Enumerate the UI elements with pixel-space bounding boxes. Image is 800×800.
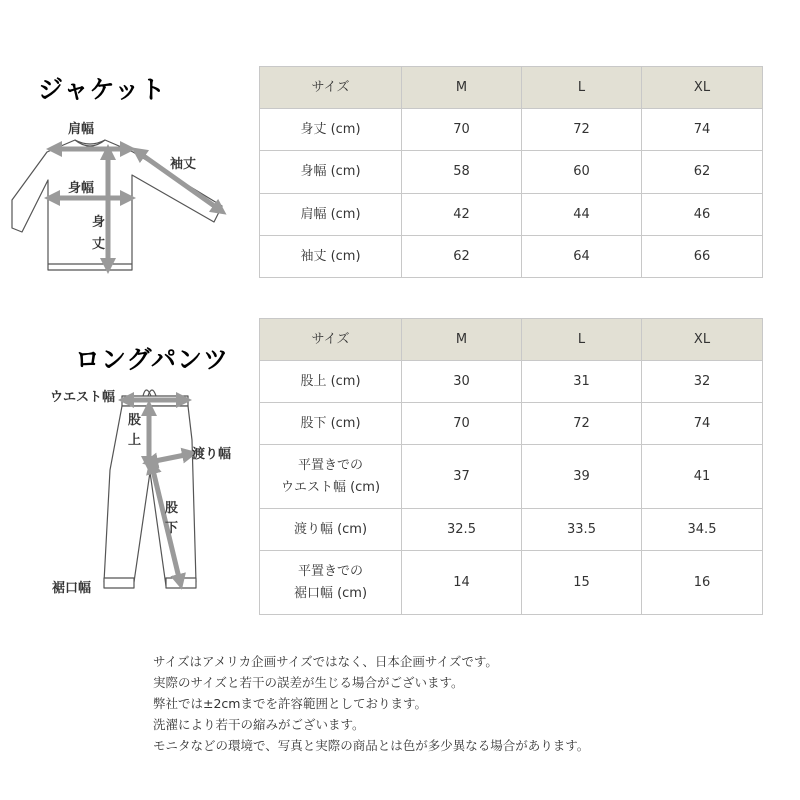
- jacket-label-chest: 身幅: [68, 181, 95, 196]
- cell-value: 34.5: [642, 509, 763, 551]
- cell-value: 37: [402, 445, 522, 509]
- jacket-label-length-1: 身: [92, 215, 106, 230]
- cell-value: 14: [402, 551, 522, 615]
- cell-value: 70: [402, 403, 522, 445]
- table-row: [260, 445, 763, 509]
- cell-value: 62: [402, 236, 522, 278]
- table-row: [260, 551, 763, 615]
- row-label-line-1: 平置きでの: [297, 457, 363, 473]
- cell-value: 70: [402, 109, 522, 151]
- header-size: サイズ: [260, 67, 402, 109]
- cell-value: 30: [402, 361, 522, 403]
- row-label: [260, 551, 402, 615]
- cell-value: 58: [402, 151, 522, 194]
- cell-value: 42: [402, 194, 522, 236]
- cell-value: 46: [642, 194, 763, 236]
- row-label: [260, 445, 402, 509]
- row-label-line-1: 平置きでの: [297, 563, 363, 579]
- cell-value: 44: [522, 194, 642, 236]
- pants-label-waist: ウエスト幅: [50, 390, 116, 405]
- pants-label-inseam-2: 下: [165, 521, 179, 536]
- cell-value: 74: [642, 403, 763, 445]
- jacket-label-sleeve: 袖丈: [170, 157, 197, 172]
- table-row: [260, 151, 763, 194]
- header-m: M: [402, 67, 522, 109]
- row-label: 渡り幅 (cm): [260, 509, 402, 551]
- cell-value: 31: [522, 361, 642, 403]
- row-label-line-2: 裾口幅 (cm): [293, 585, 368, 601]
- pants-label-rise-1: 股: [128, 413, 142, 428]
- cell-value: 74: [642, 109, 763, 151]
- cell-value: 60: [522, 151, 642, 194]
- table-row: [260, 109, 763, 151]
- row-label-line-2: ウエスト幅 (cm): [280, 479, 381, 495]
- header-xl: XL: [642, 67, 763, 109]
- notes: [153, 651, 589, 756]
- note-line: 洗濯により若干の縮みがございます。: [153, 717, 365, 732]
- note-line: 弊社では±2cmまでを許容範囲としております。: [153, 696, 427, 711]
- header-m: M: [402, 319, 522, 361]
- cell-value: 41: [642, 445, 763, 509]
- pants-diagram: [0, 380, 250, 600]
- pants-title: ロングパンツ: [75, 345, 230, 374]
- jacket-diagram: [0, 110, 250, 280]
- row-label: 身幅 (cm): [260, 151, 402, 194]
- cell-value: 32.5: [402, 509, 522, 551]
- note-line: 実際のサイズと若干の誤差が生じる場合がございます。: [153, 675, 464, 690]
- cell-value: 16: [642, 551, 763, 615]
- header-l: L: [522, 67, 642, 109]
- cell-value: 62: [642, 151, 763, 194]
- cell-value: 15: [522, 551, 642, 615]
- cell-value: 72: [522, 403, 642, 445]
- cell-value: 66: [642, 236, 763, 278]
- table-row: [260, 194, 763, 236]
- table-row: [260, 403, 763, 445]
- cell-value: 39: [522, 445, 642, 509]
- cell-value: 72: [522, 109, 642, 151]
- table-row: [260, 509, 763, 551]
- row-label: 肩幅 (cm): [260, 194, 402, 236]
- row-label: 身丈 (cm): [260, 109, 402, 151]
- note-line: サイズはアメリカ企画サイズではなく、日本企画サイズです。: [153, 654, 498, 669]
- note-line: モニタなどの環境で、写真と実際の商品とは色が多少異なる場合があります。: [153, 738, 590, 753]
- pants-label-rise-2: 上: [128, 433, 142, 448]
- header-size: サイズ: [260, 319, 402, 361]
- jacket-size-table: [259, 66, 763, 278]
- pants-label-hem: 裾口幅: [52, 581, 92, 596]
- row-label: 股下 (cm): [260, 403, 402, 445]
- jacket-label-length-2: 丈: [92, 237, 106, 252]
- table-row: [260, 361, 763, 403]
- table-row: [260, 236, 763, 278]
- jacket-title: ジャケット: [38, 75, 167, 104]
- cell-value: 33.5: [522, 509, 642, 551]
- pants-label-thigh: 渡り幅: [192, 447, 232, 462]
- header-l: L: [522, 319, 642, 361]
- pants-label-inseam-1: 股: [165, 501, 179, 516]
- jacket-label-shoulder: 肩幅: [68, 122, 95, 137]
- row-label: 股上 (cm): [260, 361, 402, 403]
- header-xl: XL: [642, 319, 763, 361]
- row-label: 袖丈 (cm): [260, 236, 402, 278]
- pants-size-table: [259, 318, 763, 615]
- cell-value: 64: [522, 236, 642, 278]
- cell-value: 32: [642, 361, 763, 403]
